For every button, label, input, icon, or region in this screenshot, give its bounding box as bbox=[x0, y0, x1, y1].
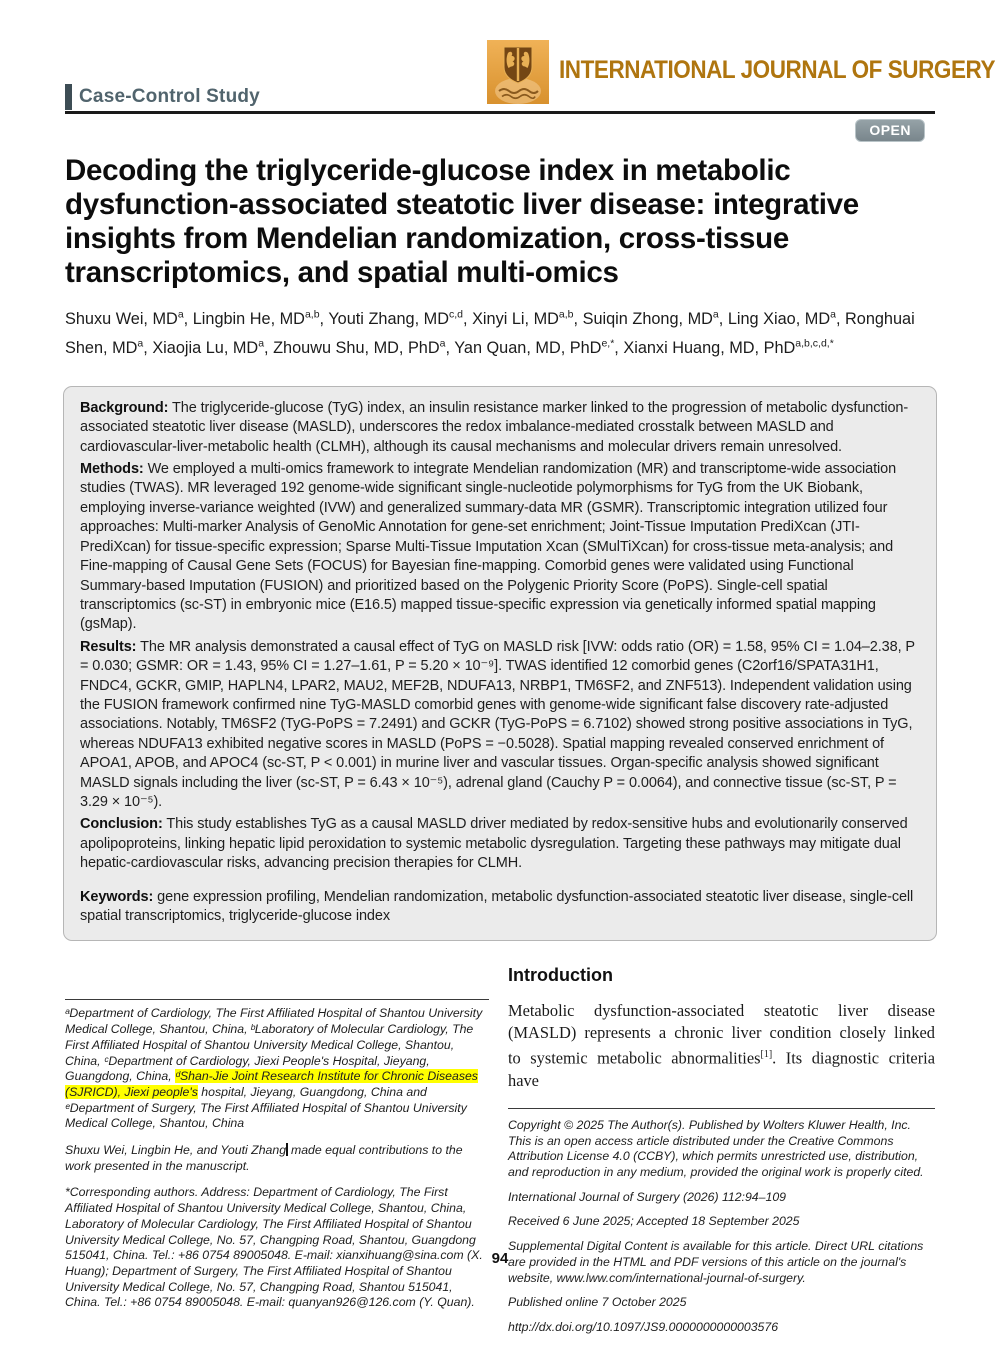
author-name: Ronghuai Shen, MD bbox=[65, 310, 915, 357]
author-name: Ling Xiao, MD bbox=[727, 310, 831, 329]
author-affiliation-sup: a bbox=[177, 309, 184, 321]
author-affiliation-sup: a,b bbox=[558, 309, 574, 321]
author-separator: , bbox=[264, 338, 274, 357]
author bbox=[623, 339, 833, 357]
abstract-section-label: Results: bbox=[80, 638, 137, 655]
copyright-license: Copyright © 2025 The Author(s). Published by Wolters Kluwer Health, Inc. This is an open access article distributed under the Creative Commons Attribution License 4.0 (CCBY), which permits unrestricted use, distribution, and reproduction in any medium, provided the original work is properly cited. bbox=[508, 1117, 924, 1179]
author-name: Zhouwu Shu, MD, PhD bbox=[273, 338, 440, 357]
equal-contribution-text-cont: made equal contributions to the work presented in the manuscript. bbox=[65, 1143, 463, 1173]
abstract-section-label: Conclusion: bbox=[80, 816, 163, 833]
published-online-date: Published online 7 October 2025 bbox=[508, 1295, 687, 1310]
doi-link[interactable]: http://dx.doi.org/10.1097/JS9.0000000000003576 bbox=[508, 1319, 779, 1334]
introduction-text: Metabolic dysfunction-associated steatotic liver disease (MASLD) represents a chronic liver condition closely linked to systemic metabolic abnormalities bbox=[508, 1001, 935, 1068]
author bbox=[728, 310, 845, 328]
author-affiliation-sup: a bbox=[712, 309, 719, 321]
author bbox=[472, 310, 583, 328]
corresponding-authors-note: *Corresponding authors. Address: Department of Cardiology, The First Affiliated Hospital of Shantou University Medical College, Shantou, China, Laboratory of Molecular Cardiology, The First Affiliated Hospital of Shantou University Medical College, No. 57, Changping Road, Shantou, Guangdong 515041, China. Tel.: +86 0754 89005048. E-mail: xianxihuang@sina.com (X. Huang); Department of Surgery, The First Affiliated Hospital of Shantou University Medical College, No. 57, Changping Road, Shantou 515041, China. Tel.: +86 0754 89005048. E-mail: quanyan926@126.com (Y. Quan). bbox=[65, 1185, 483, 1310]
author-name: Xinyi Li, MD bbox=[472, 310, 559, 329]
author-separator: , bbox=[463, 310, 473, 329]
author bbox=[273, 339, 454, 357]
journal-name: INTERNATIONAL JOURNAL OF SURGERY bbox=[559, 56, 996, 84]
abstract-section-text: gene expression profiling, Mendelian randomization, metabolic dysfunction-associated steatotic liver disease, single-cell spatial transcriptomics, triglyceride-glucose index bbox=[80, 888, 914, 924]
supplemental-content-note: Supplemental Digital Content is available for this article. Direct URL citations are provided in the HTML and PDF versions of this article on the journal's website, www.lww.com/international-journal-of-surgery. bbox=[508, 1239, 924, 1285]
abstract-section-label: Keywords: bbox=[80, 888, 154, 905]
author bbox=[193, 310, 329, 328]
affiliations-note bbox=[65, 1006, 489, 1132]
author-affiliation-sup: e,* bbox=[601, 337, 615, 350]
equal-contribution-text: Shuxu Wei, Lingbin He, and Youti Zhang bbox=[65, 1143, 287, 1158]
received-accepted-dates: Received 6 June 2025; Accepted 18 September 2025 bbox=[508, 1214, 800, 1229]
author-separator: , bbox=[445, 338, 455, 357]
introduction-heading: Introduction bbox=[508, 965, 613, 986]
author-name: Suiqin Zhong, MD bbox=[582, 310, 713, 329]
highlighted-affiliation: ᵈShan-Jie Joint Research Institute for Chronic Diseases (SJRICD), Jiexi people's bbox=[65, 1069, 478, 1099]
abstract-section-label: Methods: bbox=[80, 461, 144, 478]
author-name: Youti Zhang, MD bbox=[328, 310, 449, 329]
author-name: Lingbin He, MD bbox=[192, 310, 305, 329]
abstract-section-text: The triglyceride-glucose (TyG) index, an insulin resistance marker linked to the progression of metabolic dysfunction-associated steatotic liver disease (MASLD), underscores the redox imbalance-mediated crosstalk between MASLD and cardiovascular-liver-metabolic health (CLMH), although its causal mechanisms and molecular drivers remain unresolved. bbox=[80, 399, 909, 455]
journal-citation: International Journal of Surgery (2026) 112:94–109 bbox=[508, 1189, 787, 1204]
article-type bbox=[65, 84, 260, 110]
abstract-section bbox=[80, 815, 920, 873]
abstract-section-text: We employed a multi-omics framework to integrate Mendelian randomization (MR) and transcriptome-wide association studies (TWAS). MR leveraged 192 genome-wide significant single-nucleotide polymorphisms for TyG from the UK Biobank, employing inverse-variance weighted (IVW) and generalized summary-data MR (GSMR). Transcriptomic integration utilized four approaches: Multi-marker Analysis of GenoMic Annotation for gene-set enrichment; Joint-Tissue Imputation PrediXcan (JTI-PrediXcan) for tissue-specific expression; Sparse Multi-Tissue Imputation Xcan (SMulTiXcan) for cross-tissue meta-analysis; and Fine-mapping of Causal Gene Sets (FOCUS) for Bayesian fine-mapping. Comorbid genes were validated using Functional Summary-based Imputation (FUSION) and prioritized based on the Polygenic Priority Score (PoPS). Single-cell spatial transcriptomics (sc-ST) in embryonic mice (E16.5) mapped tissue-specific expression via genetically informed spatial mapping (gsMap). bbox=[80, 461, 897, 633]
introduction-text-cont: . Its diagnostic criteria have bbox=[508, 1048, 935, 1090]
author-affiliation-sup: c,d bbox=[448, 309, 463, 321]
masthead bbox=[0, 0, 1000, 146]
footnote-rule bbox=[65, 999, 489, 1000]
copyright-rule bbox=[508, 1108, 935, 1109]
author-separator: , bbox=[835, 310, 845, 329]
introduction-paragraph bbox=[508, 1000, 935, 1091]
open-access-badge: OPEN bbox=[855, 119, 925, 142]
abstract-section bbox=[80, 399, 920, 457]
abstract-section bbox=[80, 460, 920, 635]
author-name: Shuxu Wei, MD bbox=[65, 310, 178, 329]
two-column-area bbox=[65, 965, 935, 1344]
author bbox=[454, 339, 623, 357]
author-name: Xiaojia Lu, MD bbox=[152, 338, 259, 357]
article-type-bar bbox=[65, 84, 72, 110]
affiliations-text: ᵃDepartment of Cardiology, The First Affiliated Hospital of Shantou University Medical College, Shantou, China, ᵇLaboratory of Molecular Cardiology, The First Affiliated Hospital of Shantou University Medical College, Shantou, China, ᶜDepartment of Cardiology, Jiexi People's Hospital, Jieyang, Guangdong, China, bbox=[65, 1006, 483, 1084]
footnotes-column bbox=[65, 965, 489, 1322]
author-name: Xianxi Huang, MD, PhD bbox=[623, 338, 796, 357]
author bbox=[328, 310, 472, 328]
author-separator: , bbox=[183, 310, 193, 329]
author bbox=[152, 339, 273, 357]
article-title: Decoding the triglyceride-glucose index in metabolic dysfunction-associated steatotic liver disease: integrative insights from Mendelian randomization, cross-tissue transcriptomics, and spatial multi-omics bbox=[65, 154, 859, 289]
abstract-section bbox=[80, 888, 920, 927]
page-number: 94 bbox=[491, 1250, 509, 1267]
abstract-sections bbox=[80, 399, 920, 927]
abstract-section-label: Background: bbox=[80, 399, 169, 416]
author-separator: , bbox=[573, 310, 583, 329]
author-name: Yan Quan, MD, PhD bbox=[454, 338, 602, 357]
author-separator: , bbox=[718, 310, 728, 329]
article-type-label: Case-Control Study bbox=[79, 86, 260, 107]
abstract-section-text: This study establishes TyG as a causal MASLD driver mediated by redox-sensitive hubs and evolutionarily conserved apolipoproteins, linking hepatic lipid peroxidation to systemic metabolic dysregulation. Targeting these pathways may mitigate dual hepatic-cardiovascular risks, advancing precision therapies for CLMH. bbox=[80, 816, 908, 872]
author-affiliation-sup: a bbox=[137, 337, 144, 350]
author-affiliation-sup: a bbox=[830, 309, 836, 321]
author-affiliation-sup: a bbox=[258, 337, 265, 350]
author bbox=[583, 310, 728, 328]
author-affiliation-sup: a,b bbox=[304, 309, 320, 321]
author bbox=[65, 310, 193, 328]
author-separator: , bbox=[143, 338, 153, 357]
author-affiliation-sup: a bbox=[439, 337, 446, 350]
author-separator: , bbox=[614, 338, 624, 357]
author-affiliation-sup: a,b,c,d,* bbox=[795, 337, 834, 350]
journal-crest-icon bbox=[487, 40, 549, 104]
equal-contribution-note bbox=[65, 1143, 489, 1174]
author-separator: , bbox=[319, 310, 329, 329]
introduction-column bbox=[508, 965, 935, 1344]
author-list bbox=[65, 303, 935, 360]
abstract-box bbox=[63, 386, 937, 942]
abstract-section bbox=[80, 638, 920, 813]
header-rule bbox=[65, 111, 935, 114]
affiliations-text-cont: hospital, Jieyang, Guangdong, China and ᵉDepartment of Surgery, The First Affiliated Hospital of Shantou University Medical College, Shantou, China bbox=[65, 1084, 467, 1131]
abstract-section-text: The MR analysis demonstrated a causal effect of TyG on MASLD risk [IVW: odds ratio (OR) = 1.58, 95% CI = 1.04–2.38, P = 0.030; GSMR: OR = 1.43, 95% CI = 1.27–1.61, P = 5.20 × 10⁻⁹]. TWAS identified 12 comorbid genes (C2orf16/SPATA31H1, FNDC4, GCKR, GMIP, HAPLN4, LPAR2, MAU2, MEF2B, NDUFA13, NRBP1, TM6SF2, and ZNF513). Independent validation using the FUSION framework confirmed nine TyG-MASLD comorbid genes with genome-wide significant false discovery rate-adjusted associations. Notably, TM6SF2 (TyG-PoPS = 7.2491) and GCKR (TyG-PoPS = 6.7102) showed strong positive associations in TyG, whereas NDUFA13 exhibited negative scores in MASLD (PoPS = −0.5028). Spatial mapping revealed conserved enrichment of APOA1, APOB, and APOC4 (sc-ST, P < 0.001) in murine liver and vascular tissues. Organ-specific analysis showed significant MASLD signals including the liver (sc-ST, P = 6.43 × 10⁻⁵), adrenal gland (Cauchy P = 0.0064), and connective tissue (sc-ST, P = 3.29 × 10⁻⁵). bbox=[80, 638, 915, 810]
citation-reference[interactable]: [1] bbox=[760, 1049, 773, 1061]
